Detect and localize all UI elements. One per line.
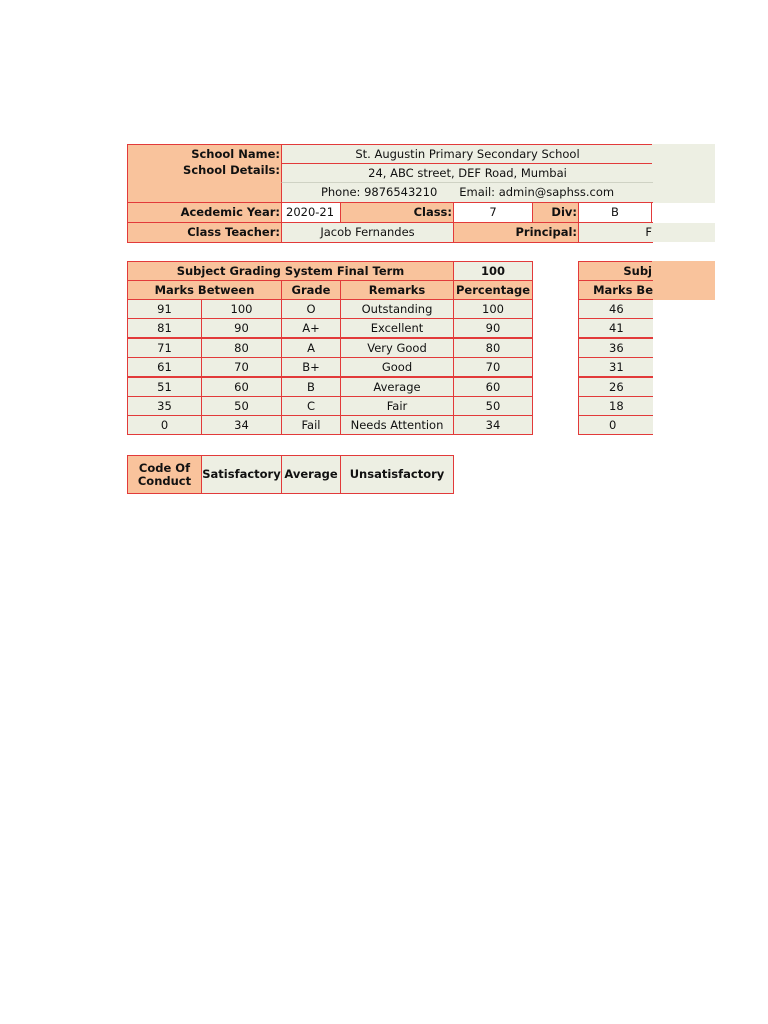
conduct-satisfactory[interactable]: Satisfactory bbox=[201, 455, 282, 494]
marks-from[interactable]: 81 bbox=[127, 318, 202, 338]
grade-cell[interactable]: B bbox=[281, 377, 341, 397]
principal-value[interactable]: F bbox=[578, 222, 653, 243]
class-teacher-label: Class Teacher: bbox=[127, 222, 282, 243]
school-name-label: School Name: bbox=[127, 144, 282, 164]
grade-cell[interactable]: A+ bbox=[281, 318, 341, 338]
marks-from[interactable]: 61 bbox=[127, 357, 202, 377]
class-value[interactable]: 7 bbox=[453, 202, 533, 223]
header-percentage: Percentage bbox=[453, 280, 533, 300]
school-details-label: School Details: bbox=[127, 163, 282, 203]
percentage-cell[interactable]: 80 bbox=[453, 338, 533, 358]
marks-to[interactable]: 34 bbox=[201, 415, 282, 435]
div-label: Div: bbox=[532, 202, 579, 223]
grade-cell[interactable]: C bbox=[281, 396, 341, 416]
header-remarks: Remarks bbox=[340, 280, 454, 300]
header-grade: Grade bbox=[281, 280, 341, 300]
remark-cell[interactable]: Good bbox=[340, 357, 454, 377]
marks-to[interactable]: 80 bbox=[201, 338, 282, 358]
grade-cell[interactable]: B+ bbox=[281, 357, 341, 377]
class-label: Class: bbox=[340, 202, 454, 223]
marks-from[interactable]: 0 bbox=[127, 415, 202, 435]
grade-cell[interactable]: Fail bbox=[281, 415, 341, 435]
marks-from[interactable]: 71 bbox=[127, 338, 202, 358]
header-marks-between: Marks Between bbox=[127, 280, 282, 300]
grading2-header: Marks Be bbox=[578, 280, 653, 300]
academic-year-value[interactable]: 2020-21 bbox=[281, 202, 341, 223]
grade-cell[interactable]: O bbox=[281, 299, 341, 319]
marks-to[interactable]: 100 bbox=[201, 299, 282, 319]
grading-title: Subject Grading System Final Term bbox=[127, 261, 454, 281]
remark-cell[interactable]: Excellent bbox=[340, 318, 454, 338]
school-contact[interactable] bbox=[281, 182, 653, 203]
school-address[interactable]: 24, ABC street, DEF Road, Mumbai bbox=[281, 163, 653, 183]
marks-to[interactable]: 60 bbox=[201, 377, 282, 397]
grading2-cell[interactable]: 18 bbox=[578, 396, 653, 416]
marks-from[interactable]: 91 bbox=[127, 299, 202, 319]
marks-to[interactable]: 90 bbox=[201, 318, 282, 338]
overflow-fill bbox=[652, 144, 715, 164]
school-email: Email: admin@saphss.com bbox=[459, 185, 615, 200]
overflow-fill bbox=[652, 223, 715, 242]
percentage-cell[interactable]: 90 bbox=[453, 318, 533, 338]
grading2-cell[interactable]: 31 bbox=[578, 357, 653, 377]
school-name-value[interactable]: St. Augustin Primary Secondary School bbox=[281, 144, 653, 164]
percentage-cell[interactable]: 50 bbox=[453, 396, 533, 416]
overflow-fill bbox=[652, 261, 715, 300]
percentage-cell[interactable]: 70 bbox=[453, 357, 533, 377]
grading2-cell[interactable]: 26 bbox=[578, 377, 653, 397]
grade-cell[interactable]: A bbox=[281, 338, 341, 358]
academic-year-label: Acedemic Year: bbox=[127, 202, 282, 223]
conduct-label: Code Of Conduct bbox=[127, 455, 202, 494]
overflow-fill bbox=[652, 163, 715, 203]
grading-max-marks[interactable]: 100 bbox=[453, 261, 533, 281]
grading2-cell[interactable]: 41 bbox=[578, 318, 653, 338]
percentage-cell[interactable]: 100 bbox=[453, 299, 533, 319]
div-value[interactable]: B bbox=[578, 202, 652, 223]
remark-cell[interactable]: Very Good bbox=[340, 338, 454, 358]
percentage-cell[interactable]: 34 bbox=[453, 415, 533, 435]
remark-cell[interactable]: Fair bbox=[340, 396, 454, 416]
remark-cell[interactable]: Needs Attention bbox=[340, 415, 454, 435]
grading2-cell[interactable]: 46 bbox=[578, 299, 653, 319]
remark-cell[interactable]: Outstanding bbox=[340, 299, 454, 319]
marks-from[interactable]: 35 bbox=[127, 396, 202, 416]
principal-label: Principal: bbox=[453, 222, 579, 243]
conduct-unsatisfactory[interactable]: Unsatisfactory bbox=[340, 455, 454, 494]
marks-to[interactable]: 50 bbox=[201, 396, 282, 416]
conduct-average[interactable]: Average bbox=[281, 455, 341, 494]
grading2-cell[interactable]: 0 bbox=[578, 415, 653, 435]
percentage-cell[interactable]: 60 bbox=[453, 377, 533, 397]
school-phone: Phone: 9876543210 bbox=[320, 185, 438, 200]
marks-to[interactable]: 70 bbox=[201, 357, 282, 377]
grading2-title: Subj bbox=[578, 261, 653, 281]
marks-from[interactable]: 51 bbox=[127, 377, 202, 397]
class-teacher-value[interactable]: Jacob Fernandes bbox=[281, 222, 454, 243]
grading2-cell[interactable]: 36 bbox=[578, 338, 653, 358]
remark-cell[interactable]: Average bbox=[340, 377, 454, 397]
